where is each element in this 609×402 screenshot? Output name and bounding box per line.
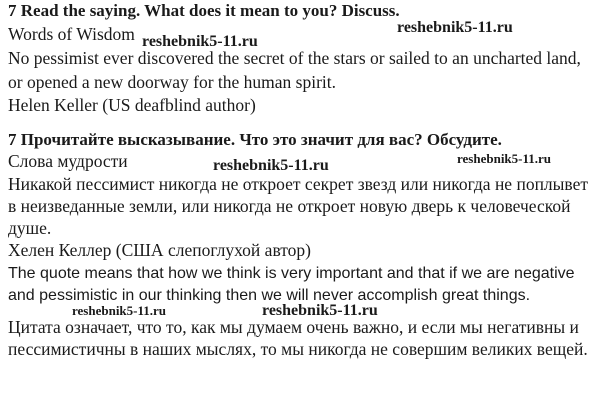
- watermark: reshebnik5-11.ru: [213, 157, 329, 174]
- watermark: reshebnik5-11.ru: [397, 19, 513, 36]
- answer-line-ru-1: Цитата означает, что то, как мы думаем очень важно, и если мы негативны и: [8, 317, 579, 337]
- answer-line-en-1: The quote means that how we think is very important and that if we are negative: [8, 265, 575, 282]
- quote-line-en-1: No pessimist ever discovered the secret of the stars or sailed to an uncharted land,: [8, 48, 581, 68]
- exercise-heading-en: 7 Read the saying. What does it mean to you? Discuss.: [8, 1, 400, 20]
- quote-line-ru-2: в неизведанные земли, или никогда не откроет новую дверь к человеческой: [8, 196, 571, 216]
- watermark: reshebnik5-11.ru: [457, 151, 552, 166]
- answer-line-ru-2: пессимистичны в наших мыслях, то мы никогда не совершим великих вещей.: [8, 339, 588, 359]
- quote-line-en-2: or opened a new doorway for the human spirit.: [8, 72, 337, 92]
- subheading-en: Words of Wisdom: [8, 24, 135, 44]
- watermark: reshebnik5-11.ru: [142, 33, 258, 50]
- quote-author-ru: Хелен Келлер (США слепоглухой автор): [8, 240, 312, 260]
- watermark: reshebnik5-11.ru: [262, 302, 378, 319]
- answer-line-en-2: and pessimistic in our thinking then we will never accomplish great things.: [8, 287, 531, 304]
- quote-author-en: Helen Keller (US deafblind author): [8, 95, 256, 115]
- quote-line-ru-1: Никакой пессимист никогда не откроет секрет звезд или никогда не поплывет: [8, 174, 588, 194]
- quote-line-ru-3: душе.: [8, 218, 52, 238]
- watermark: reshebnik5-11.ru: [72, 303, 167, 318]
- exercise-heading-ru: 7 Прочитайте высказывание. Что это значит для вас? Обсудите.: [8, 130, 502, 149]
- subheading-ru: Слова мудрости: [8, 151, 128, 171]
